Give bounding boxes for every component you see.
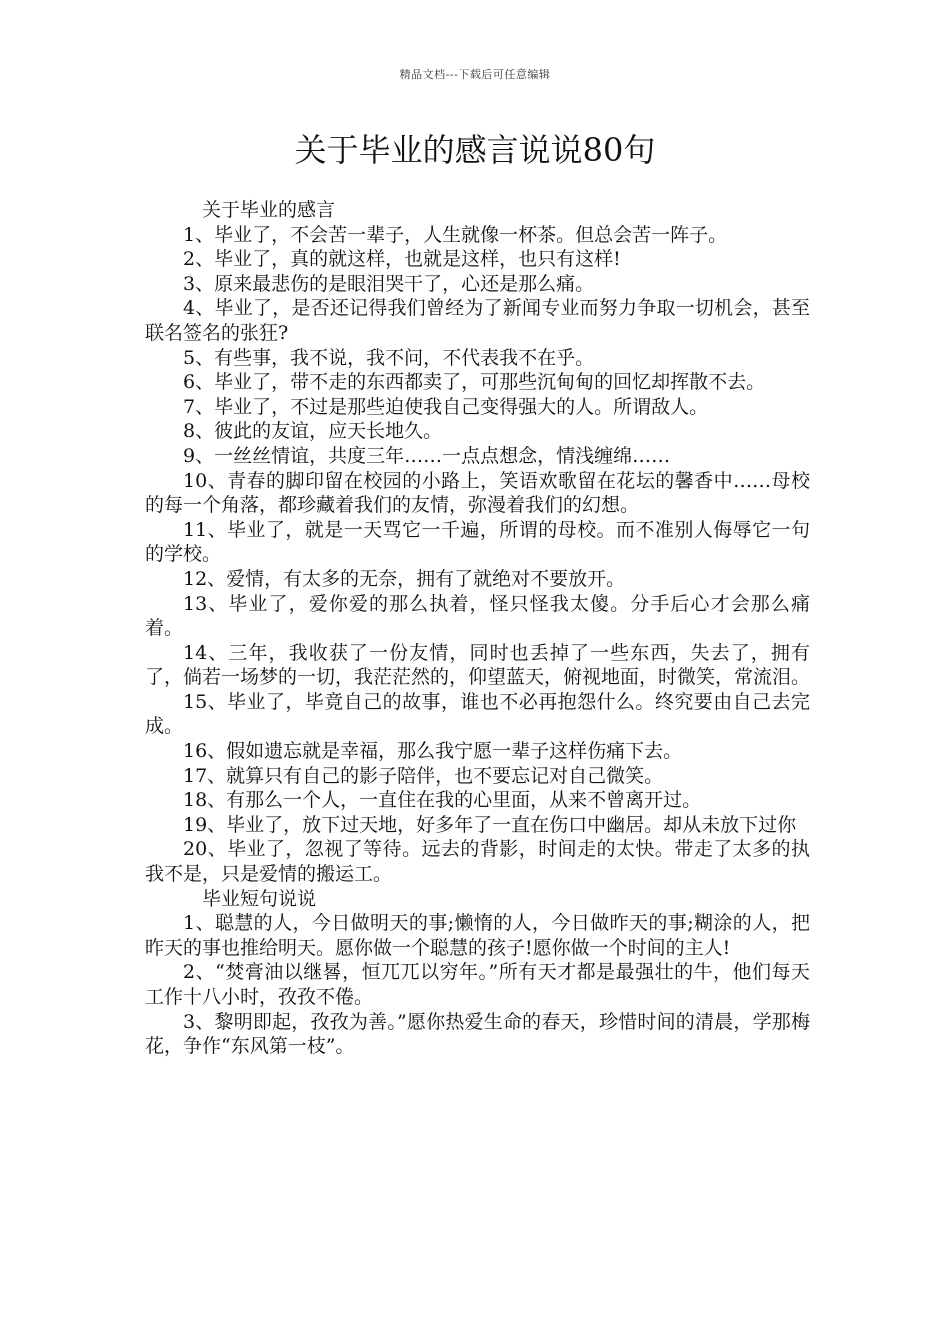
list-item: 2、毕业了，真的就这样，也就是这样，也只有这样! (183, 248, 621, 271)
list-item: 20、毕业了，忽视了等待。远去的背影，时间走的太快。带走了太多的执我不是，只是爱情的搬运工。 (145, 838, 810, 886)
list-item: 8、彼此的友谊，应天长地久。 (183, 420, 443, 443)
list-item: 2、“焚膏油以继晷，恒兀兀以穷年。”所有天才都是最强壮的牛，他们每天工作十八小时，孜孜不倦。 (145, 961, 810, 1008)
list-item: 19、毕业了，放下过天地，好多年了一直在伤口中幽居。却从未放下过你 (183, 813, 797, 836)
list-item: 15、毕业了，毕竟自己的故事，谁也不必再抱怨什么。终究要由自己去完成。 (145, 690, 810, 738)
list-item: 1、聪慧的人，今日做明天的事;懒惰的人，今日做昨天的事;糊涂的人，把昨天的事也推给明天。愿你做一个聪慧的孩子!愿你做一个时间的主人! (145, 912, 810, 959)
list-item: 13、毕业了，爱你爱的那么执着，怪只怪我太傻。分手后心才会那么痛着。 (145, 592, 810, 640)
list-item: 1、毕业了，不会苦一辈子，人生就像一杯茶。但总会苦一阵子。 (183, 223, 728, 246)
list-item: 18、有那么一个人，一直住在我的心里面，从来不曾离开过。 (183, 789, 702, 812)
list-item: 12、爱情，有太多的无奈，拥有了就绝对不要放开。 (183, 567, 626, 590)
section-heading: 关于毕业的感言 (202, 199, 336, 221)
list-item: 3、黎明即起，孜孜为善。”愿你热爱生命的春天，珍惜时间的清晨，学那梅花，争作“东风第一枝”。 (145, 1010, 810, 1058)
list-item: 14、三年，我收获了一份友情，同时也丢掉了一些东西，失去了，拥有了，倘若一场梦的一切，我茫茫然的，仰望蓝天，俯视地面，时微笑，常流泪。 (145, 641, 811, 689)
header-note: 精品文档---下载后可任意编辑 (399, 68, 551, 81)
list-item: 7、毕业了，不过是那些迫使我自己变得强大的人。所谓敌人。 (183, 395, 709, 418)
section-heading: 毕业短句说说 (202, 887, 317, 910)
list-item: 16、假如遗忘就是幸福，那么我宁愿一辈子这样伤痛下去。 (183, 740, 683, 763)
list-item: 11、毕业了，就是一天骂它一千遍，所谓的母校。而不准别人侮辱它一句的学校。 (145, 518, 810, 566)
document-body (145, 198, 810, 1059)
list-item: 4、毕业了，是否还记得我们曾经为了新闻专业而努力争取一切机会，甚至联名签名的张狂? (145, 297, 810, 344)
list-item: 5、有些事，我不说，我不问，不代表我不在乎。 (183, 346, 595, 369)
list-item: 3、原来最悲伤的是眼泪哭干了，心还是那么痛。 (183, 272, 595, 295)
list-item: 6、毕业了，带不走的东西都卖了，可那些沉甸甸的回忆却挥散不去。 (183, 371, 766, 394)
list-item: 9、一丝丝情谊，共度三年……一点点想念，情浅缠绵…… (183, 444, 671, 467)
document-title: 关于毕业的感言说说80句 (294, 131, 656, 169)
list-item: 10、青春的脚印留在校园的小路上，笑语欢歌留在花坛的馨香中……母校的每一个角落，都珍藏着我们的友情，弥漫着我们的幻想。 (145, 469, 810, 517)
list-item: 17、就算只有自己的影子陪伴，也不要忘记对自己微笑。 (183, 764, 664, 787)
